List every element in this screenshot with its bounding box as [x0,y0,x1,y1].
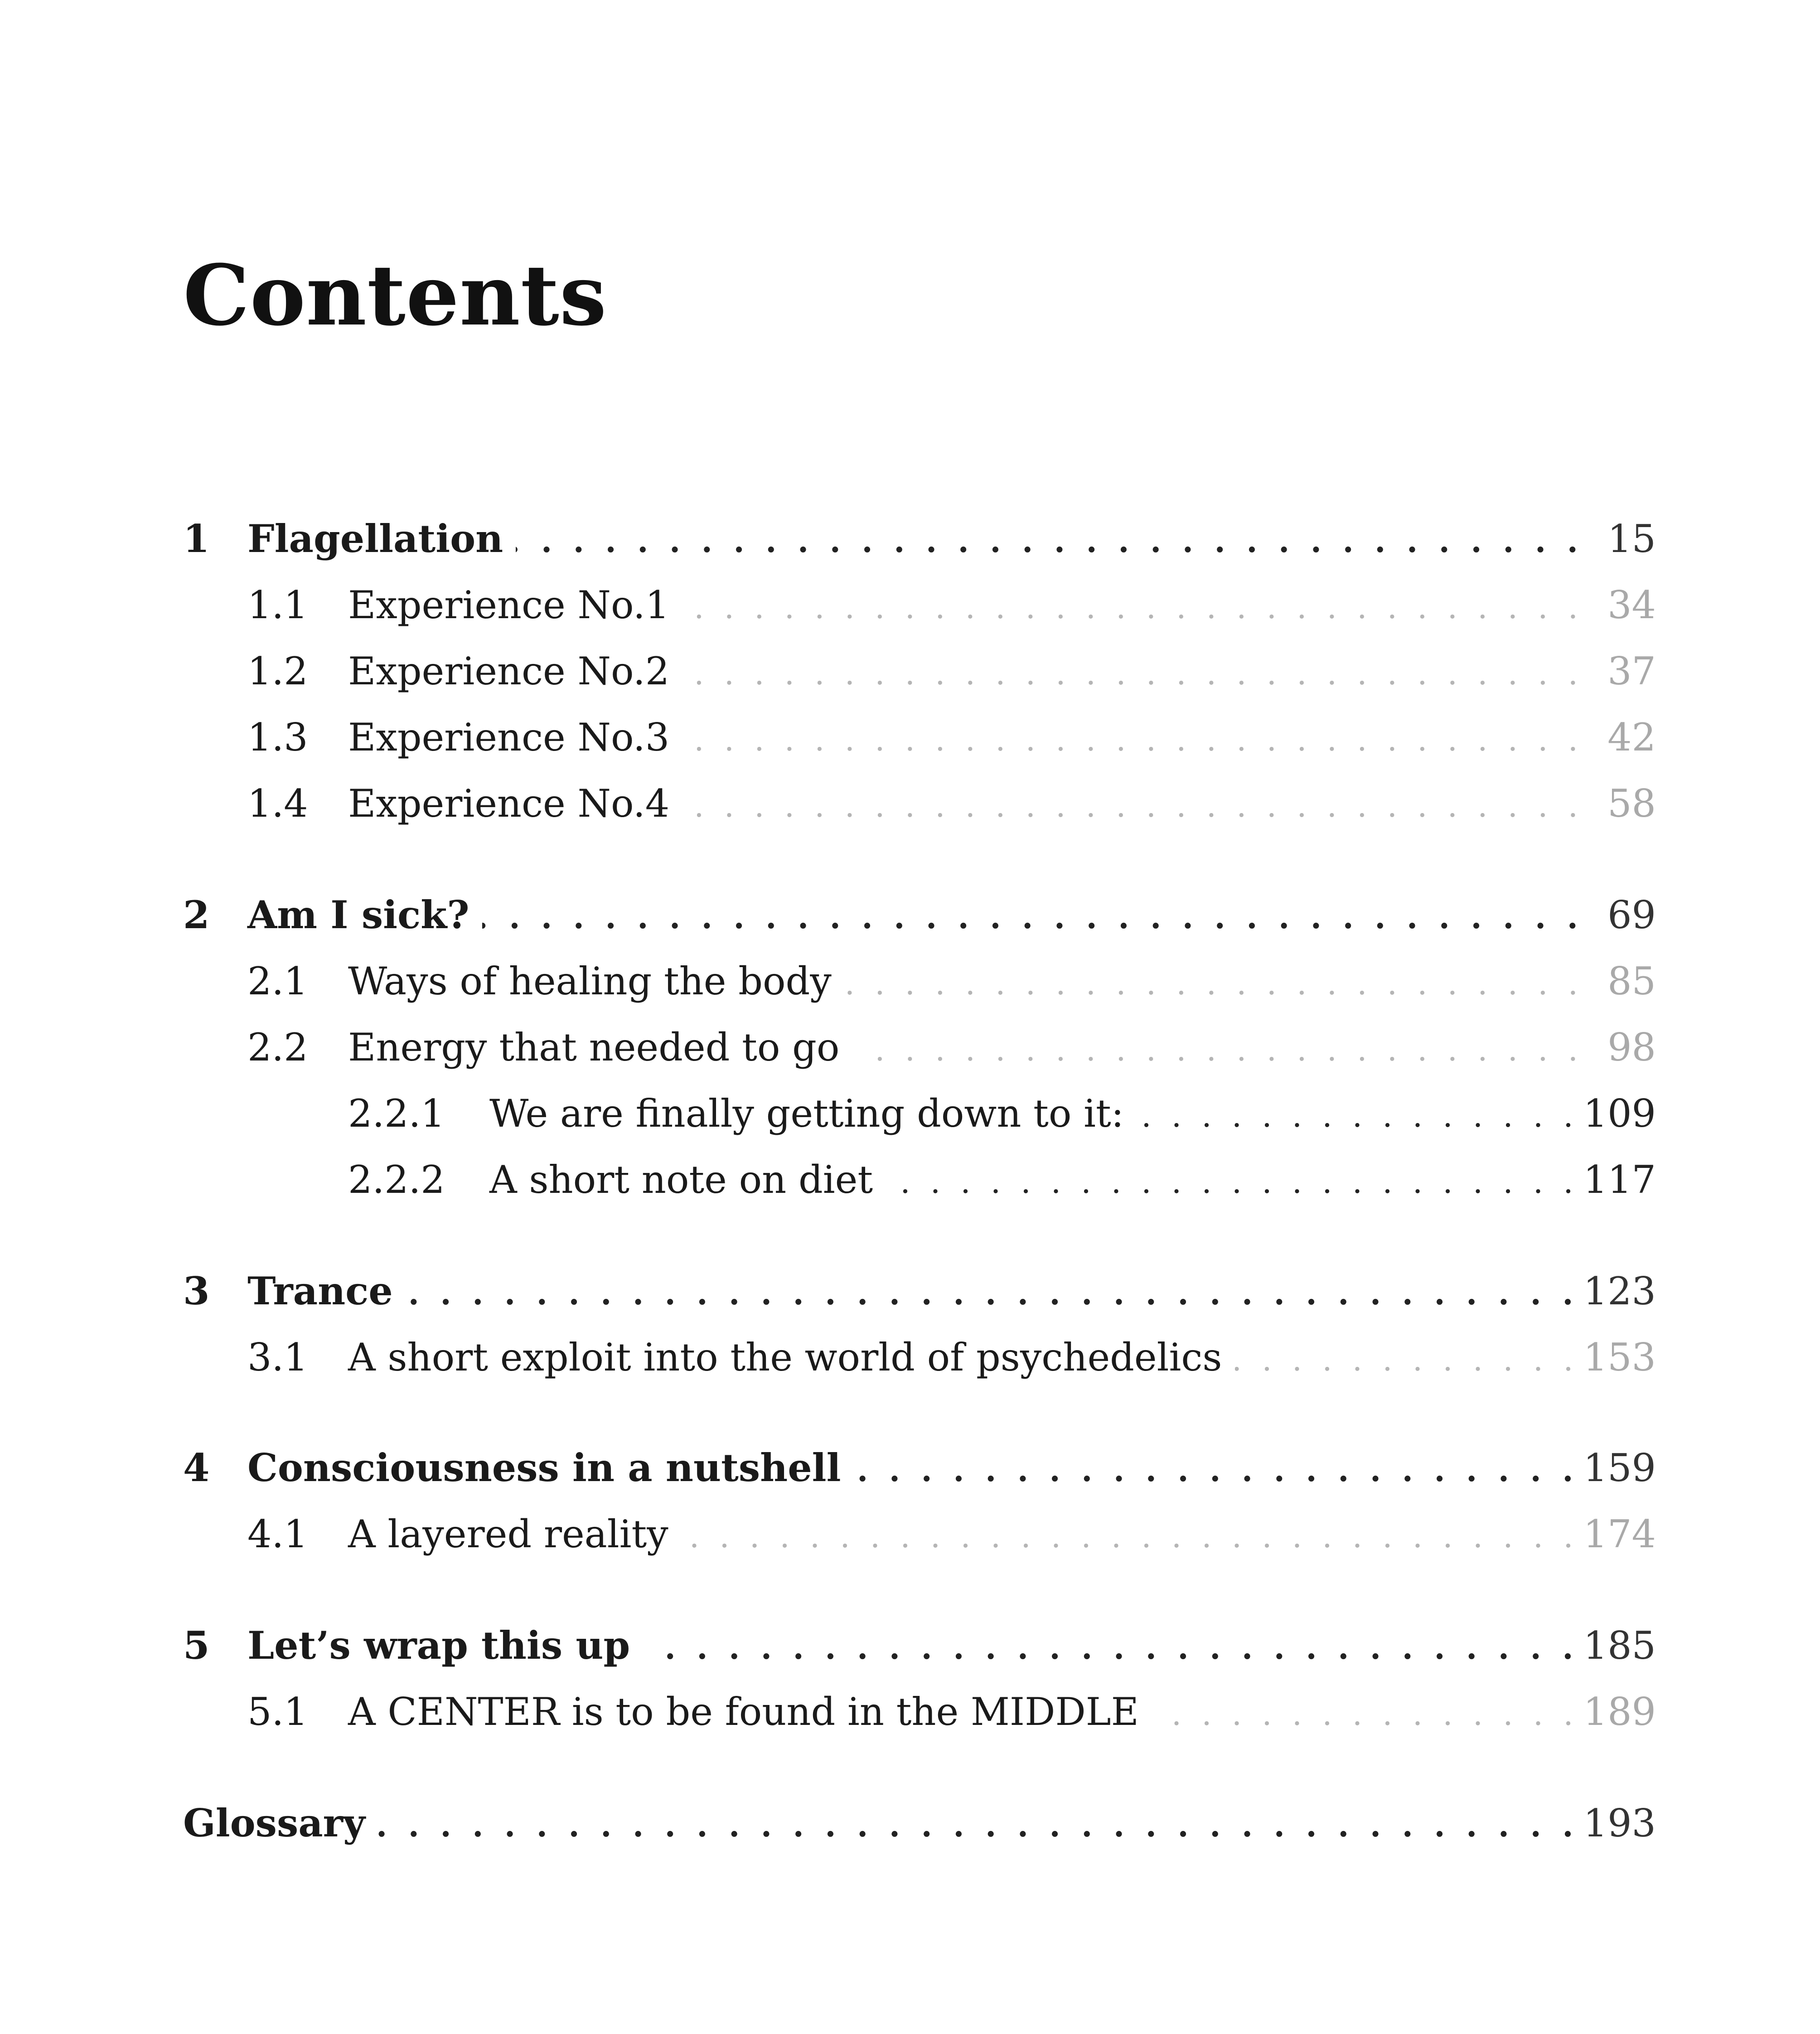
entry-number: 1.3 [247,715,308,760]
toc-entry-section[interactable] [183,948,1656,1014]
entry-number: 1.4 [247,781,308,826]
entry-number: 3 [183,1269,210,1313]
entry-title: Energy that needed to go [348,1025,840,1070]
entry-title: A short exploit into the world of psychedelics [348,1335,1222,1380]
entry-number: 5.1 [247,1690,308,1734]
dot-leader [852,1017,1578,1083]
entry-page-number: 159 [1583,1446,1656,1490]
entry-title: We are finally getting down to it: [489,1091,1124,1136]
entry-number: 1.1 [247,583,308,627]
toc-page [183,0,1656,2034]
toc-entry-chapter[interactable] [183,882,1656,948]
entry-title: A layered reality [348,1512,668,1556]
toc-entry-section[interactable] [183,572,1656,638]
entry-page-number: 15 [1607,517,1656,561]
entry-title: Experience No.1 [348,583,670,627]
entry-page-number: 117 [1583,1157,1656,1202]
entry-title: Flagellation [247,516,503,561]
toc-entry-subsection[interactable] [183,1147,1656,1213]
entry-page-number: 109 [1583,1091,1656,1136]
entry-page-number: 42 [1607,715,1656,760]
dot-leader [406,1260,1573,1327]
toc-entry-chapter[interactable] [183,506,1656,572]
dot-leader [886,1149,1573,1215]
toc-entry-section[interactable] [183,1679,1656,1745]
dot-leader [682,574,1578,640]
dot-leader [682,640,1578,707]
entry-page-number: 123 [1583,1269,1656,1313]
dot-leader [643,1615,1573,1681]
entry-page-number: 58 [1607,781,1656,826]
entry-page-number: 193 [1583,1801,1656,1845]
entry-title: Glossary [183,1801,365,1845]
entry-page-number: 189 [1583,1690,1656,1734]
entry-title: A CENTER is to be found in the MIDDLE [348,1690,1139,1734]
entry-page-number: 174 [1583,1512,1656,1556]
page-title: Contents [183,247,607,344]
entry-number: 1.2 [247,649,308,693]
dot-leader [682,773,1578,839]
entry-title: Trance [247,1269,393,1313]
entry-page-number: 98 [1607,1025,1656,1070]
dot-leader [854,1437,1573,1503]
dot-leader [1137,1083,1573,1149]
dot-leader [682,707,1578,773]
toc-entry-subsection[interactable] [183,1080,1656,1147]
toc-entry-glossary[interactable] [183,1790,1656,1856]
entry-page-number: 85 [1607,959,1656,1003]
entry-number: 3.1 [247,1335,308,1380]
toc-entry-section[interactable] [183,1014,1656,1080]
toc-entry-chapter[interactable] [183,1258,1656,1324]
entry-number: 2.2 [247,1025,308,1070]
dot-leader [1235,1327,1573,1393]
dot-leader [681,1503,1573,1569]
entry-title: A short note on diet [489,1157,873,1202]
entry-page-number: 34 [1607,583,1656,627]
dot-leader [516,508,1578,574]
entry-number: 2.2.2 [348,1157,445,1202]
entry-title: Let’s wrap this up [247,1623,630,1668]
toc-entry-chapter[interactable] [183,1613,1656,1679]
toc-entry-section[interactable] [183,704,1656,770]
entry-page-number: 153 [1583,1335,1656,1380]
toc-entry-section[interactable] [183,638,1656,704]
dot-leader [482,884,1578,950]
entry-page-number: 37 [1607,649,1656,693]
entry-title: Experience No.4 [348,781,670,826]
toc-entry-chapter[interactable] [183,1435,1656,1501]
entry-number: 4 [183,1445,210,1490]
entry-title: Am I sick? [247,892,470,937]
entry-title: Experience No.2 [348,649,670,693]
toc-entry-section[interactable] [183,1324,1656,1390]
entry-page-number: 69 [1607,893,1656,937]
dot-leader [1152,1681,1573,1747]
entry-number: 2.2.1 [348,1091,445,1136]
entry-number: 2.1 [247,959,308,1003]
toc-entry-section[interactable] [183,770,1656,837]
dot-leader [378,1792,1573,1859]
entry-number: 4.1 [247,1512,308,1556]
dot-leader [844,950,1578,1017]
entry-number: 2 [183,892,210,937]
entry-number: 1 [183,516,210,561]
entry-title: Ways of healing the body [348,959,832,1003]
entry-number: 5 [183,1623,210,1668]
toc-entry-section[interactable] [183,1501,1656,1567]
entry-title: Consciousness in a nutshell [247,1445,841,1490]
entry-title: Experience No.3 [348,715,670,760]
entry-page-number: 185 [1583,1623,1656,1668]
